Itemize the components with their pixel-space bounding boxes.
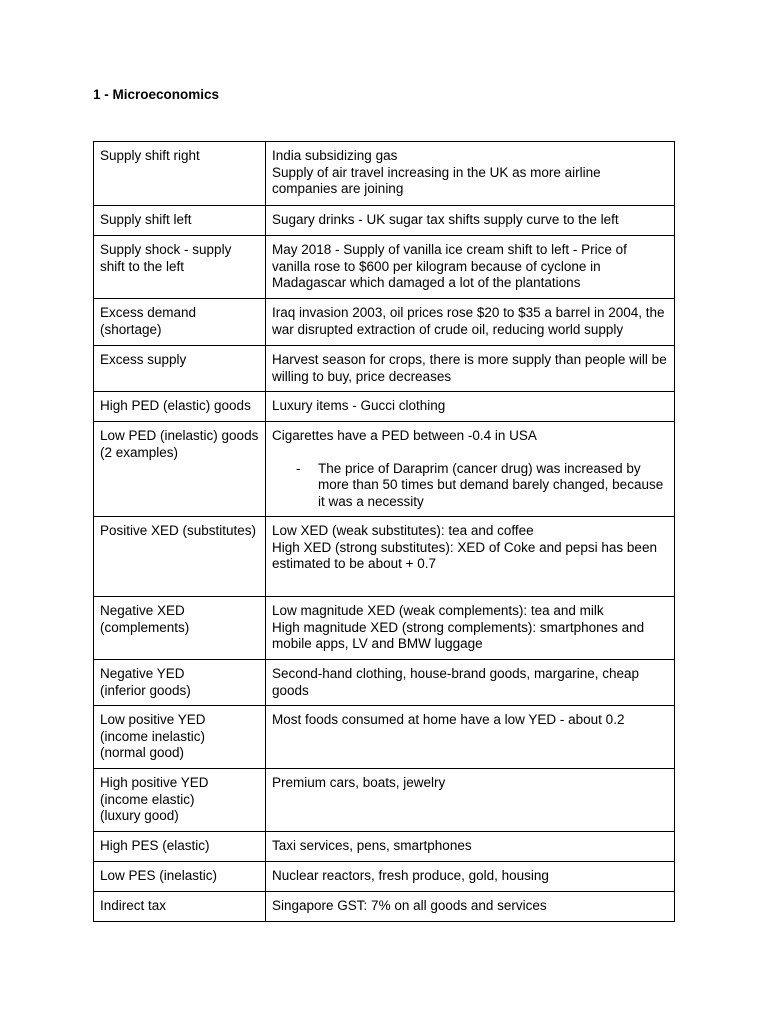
term-cell: High positive YED (income elastic) (luxury good): [94, 769, 266, 832]
example-cell: Nuclear reactors, fresh produce, gold, housing: [266, 862, 675, 892]
term-cell: Supply shift right: [94, 142, 266, 206]
term-cell: Negative YED (inferior goods): [94, 660, 266, 706]
example-cell: Luxury items - Gucci clothing: [266, 392, 675, 422]
example-cell: Sugary drinks - UK sugar tax shifts supply curve to the left: [266, 206, 675, 236]
example-cell: Premium cars, boats, jewelry: [266, 769, 675, 832]
example-cell: Second-hand clothing, house-brand goods, margarine, cheap goods: [266, 660, 675, 706]
term-cell: Excess supply: [94, 346, 266, 392]
table-row: [94, 142, 675, 206]
example-cell: Most foods consumed at home have a low YED - about 0.2: [266, 706, 675, 769]
example-cell: May 2018 - Supply of vanilla ice cream shift to left - Price of vanilla rose to $600 per kilogram because of cyclone in Madagascar which damaged a lot of the plantations: [266, 236, 675, 299]
term-cell: High PED (elastic) goods: [94, 392, 266, 422]
term-cell: High PES (elastic): [94, 832, 266, 862]
table-row: [94, 236, 675, 299]
term-cell: Negative XED (complements): [94, 597, 266, 660]
table-row: [94, 769, 675, 832]
table-row: [94, 346, 675, 392]
example-cell: Cigarettes have a PED between -0.4 in USA - The price of Daraprim (cancer drug) was increased by more than 50 times but demand barely changed, because it was a necessity: [266, 422, 675, 517]
bullet-item: - The price of Daraprim (cancer drug) was increased by more than 50 times but demand barely changed, because it was a necessity: [296, 460, 664, 509]
table-row: [94, 862, 675, 892]
term-cell: Low PED (inelastic) goods (2 examples): [94, 422, 266, 517]
table-row: [94, 299, 675, 346]
term-cell: Supply shock - supply shift to the left: [94, 236, 266, 299]
table-row: [94, 206, 675, 236]
table-row: [94, 660, 675, 706]
bullet-marker: -: [296, 460, 301, 476]
term-cell: Indirect tax: [94, 892, 266, 922]
term-cell: Supply shift left: [94, 206, 266, 236]
example-cell: Low magnitude XED (weak complements): tea and milk High magnitude XED (strong complements): smartphones and mobile apps, LV and BMW luggage: [266, 597, 675, 660]
table-row: [94, 422, 675, 517]
page-heading: 1 - Microeconomics: [93, 87, 220, 102]
term-cell: Excess demand (shortage): [94, 299, 266, 346]
example-cell: Singapore GST: 7% on all goods and services: [266, 892, 675, 922]
table-row: [94, 517, 675, 597]
example-cell: Iraq invasion 2003, oil prices rose $20 to $35 a barrel in 2004, the war disrupted extraction of crude oil, reducing world supply: [266, 299, 675, 346]
table-row: [94, 392, 675, 422]
examples-table: [93, 141, 675, 922]
example-cell: Low XED (weak substitutes): tea and coffee High XED (strong substitutes): XED of Coke and pepsi has been estimated to be about + 0.7: [266, 517, 675, 597]
example-cell: India subsidizing gas Supply of air travel increasing in the UK as more airline companies are joining: [266, 142, 675, 206]
table-row: [94, 832, 675, 862]
term-cell: Low PES (inelastic): [94, 862, 266, 892]
table-row: [94, 597, 675, 660]
term-cell: Positive XED (substitutes): [94, 517, 266, 597]
example-cell: Harvest season for crops, there is more supply than people will be willing to buy, price decreases: [266, 346, 675, 392]
table-row: [94, 706, 675, 769]
example-cell: Taxi services, pens, smartphones: [266, 832, 675, 862]
term-cell: Low positive YED (income inelastic) (normal good): [94, 706, 266, 769]
table-row: [94, 892, 675, 922]
